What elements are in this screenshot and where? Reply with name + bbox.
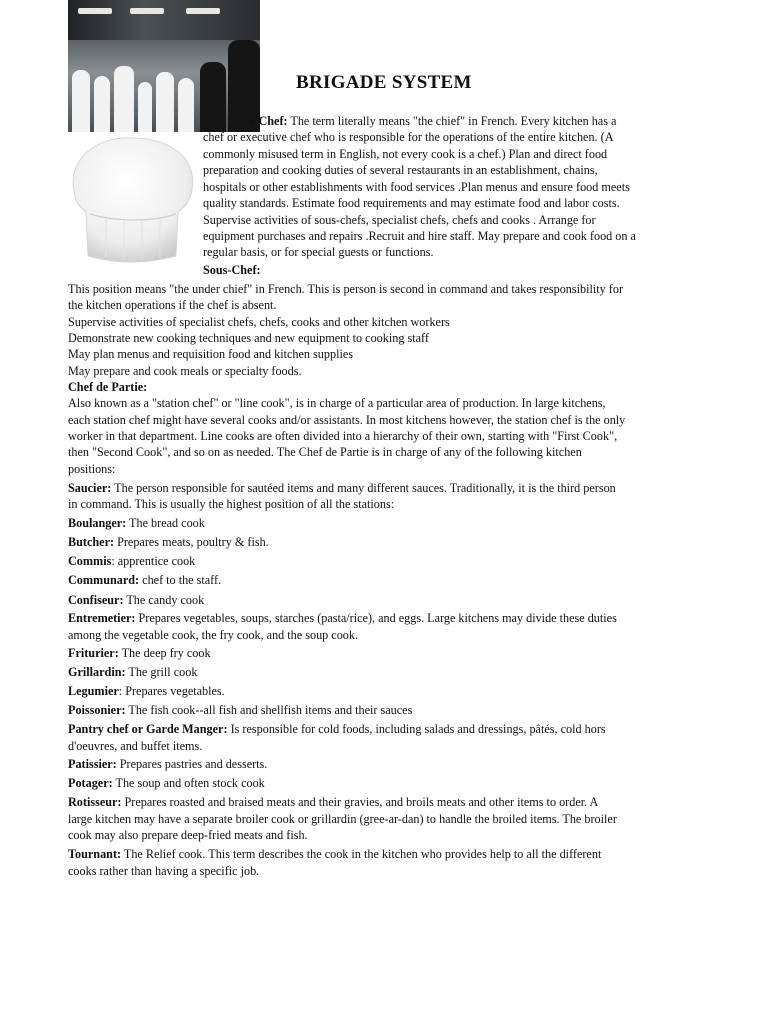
chef-line-6: Supervise activities of sous-chefs, specialist chefs, chefs and cooks . Arrange for	[203, 213, 596, 227]
station-rotisseur: Rotisseur: Prepares roasted and braised meats and their gravies, and broils meats and other items to order. A	[68, 795, 599, 809]
partie-line-0: Also known as a "station chef" or "line cook", is in charge of a particular area of production. In large kitchens,	[68, 396, 606, 410]
partie-line-4: positions:	[68, 462, 116, 476]
station-legumier: Legumier: Prepares vegetables.	[68, 684, 225, 698]
station-boulanger: Boulanger: The bread cook	[68, 516, 205, 530]
station-commis: Commis: apprentice cook	[68, 554, 196, 568]
station-garde-manger: Pantry chef or Garde Manger: Is responsible for cold foods, including salads and dressings, pâtés, cold hors	[68, 722, 606, 736]
sous-line-1: the kitchen operations if the chef is absent.	[68, 298, 277, 312]
partie-line-2: worker in that department. Line cooks are often divided into a hierarchy of their own, starting with "First Cook",	[68, 429, 618, 443]
partie-line-1: each station chef might have several cooks and/or assistants. In most kitchens however, the station chef is the only	[68, 413, 626, 427]
chef-hat-icon	[66, 130, 200, 264]
partie-line-3: then "Second Cook", and so on as needed. The Chef de Partie is in charge of any of the following kitchen	[68, 445, 582, 459]
station-entremetier-cont: among the vegetable cook, the fry cook, and the soup cook.	[68, 628, 359, 642]
chef-line-4: hospitals or other establishments with food services .Plan menus and ensure food meets	[203, 180, 630, 194]
chef-line-3: preparation and cooking duties of several restaurants in an establishment, chains,	[203, 163, 598, 177]
sous-line-4: May plan menus and requisition food and kitchen supplies	[68, 347, 354, 361]
chef-line-0: e Chef: The term literally means "the chief" in French. Every kitchen has a	[250, 114, 617, 128]
sous-line-5: May prepare and cook meals or specialty foods.	[68, 364, 302, 378]
station-saucier-cont: in command. This is usually the highest position of all the stations:	[68, 497, 395, 511]
kitchen-photo	[68, 0, 260, 132]
station-potager: Potager: The soup and often stock cook	[68, 776, 265, 790]
chef-line-8: regular basis, or for special guests or functions.	[203, 245, 434, 259]
chef-line-1: chef or executive chef who is responsible for the operations of the entire kitchen. (A	[203, 130, 614, 144]
station-tournant-cont: cooks rather than having a specific job.	[68, 864, 260, 878]
station-entremetier: Entremetier: Prepares vegetables, soups, starches (pasta/rice), and eggs. Large kitchens may divide these duties	[68, 611, 617, 625]
page-title: BRIGADE SYSTEM	[296, 72, 472, 93]
sous-line-3: Demonstrate new cooking techniques and new equipment to cooking staff	[68, 331, 429, 345]
chef-line-2: commonly misused term in English, not every cook is a chef.) Plan and direct food	[203, 147, 608, 161]
station-grillardin: Grillardin: The grill cook	[68, 665, 198, 679]
station-confiseur: Confiseur: The candy cook	[68, 593, 205, 607]
sous-line-0: This position means "the under chief" in French. This is person is second in command and takes responsibility for	[68, 282, 624, 296]
station-poissonier: Poissonier: The fish cook--all fish and shellfish items and their sauces	[68, 703, 413, 717]
station-rotisseur-cont2: cook may also prepare deep-fried meats and fish.	[68, 828, 308, 842]
chef-de-partie-heading: Chef de Partie:	[68, 380, 148, 394]
station-tournant: Tournant: The Relief cook. This term describes the cook in the kitchen who provides help to all the different	[68, 847, 602, 861]
station-friturier: Friturier: The deep fry cook	[68, 646, 211, 660]
station-butcher: Butcher: Prepares meats, poultry & fish.	[68, 535, 269, 549]
station-communard: Communard: chef to the staff.	[68, 573, 222, 587]
chef-line-5: quality standards. Estimate food requirements and may estimate food and labor costs.	[203, 196, 620, 210]
station-saucier: Saucier: The person responsible for sautéed items and many different sauces. Traditionally, it is the third person	[68, 481, 616, 495]
sous-chef-heading: Sous-Chef:	[203, 263, 261, 277]
station-rotisseur-cont: large kitchen may have a separate broiler cook or grillardin (gree-ar-dan) to handle the broiled items. The broiler	[68, 812, 617, 826]
station-garde-manger-cont: d'oeuvres, and buffet items.	[68, 739, 203, 753]
station-patissier: Patissier: Prepares pastries and desserts.	[68, 757, 268, 771]
chef-heading: e Chef:	[250, 114, 288, 128]
sous-line-2: Supervise activities of specialist chefs, chefs, cooks and other kitchen workers	[68, 315, 450, 329]
chef-line-7: equipment purchases and repairs .Recruit and hire staff. May prepare and cook food on a	[203, 229, 636, 243]
